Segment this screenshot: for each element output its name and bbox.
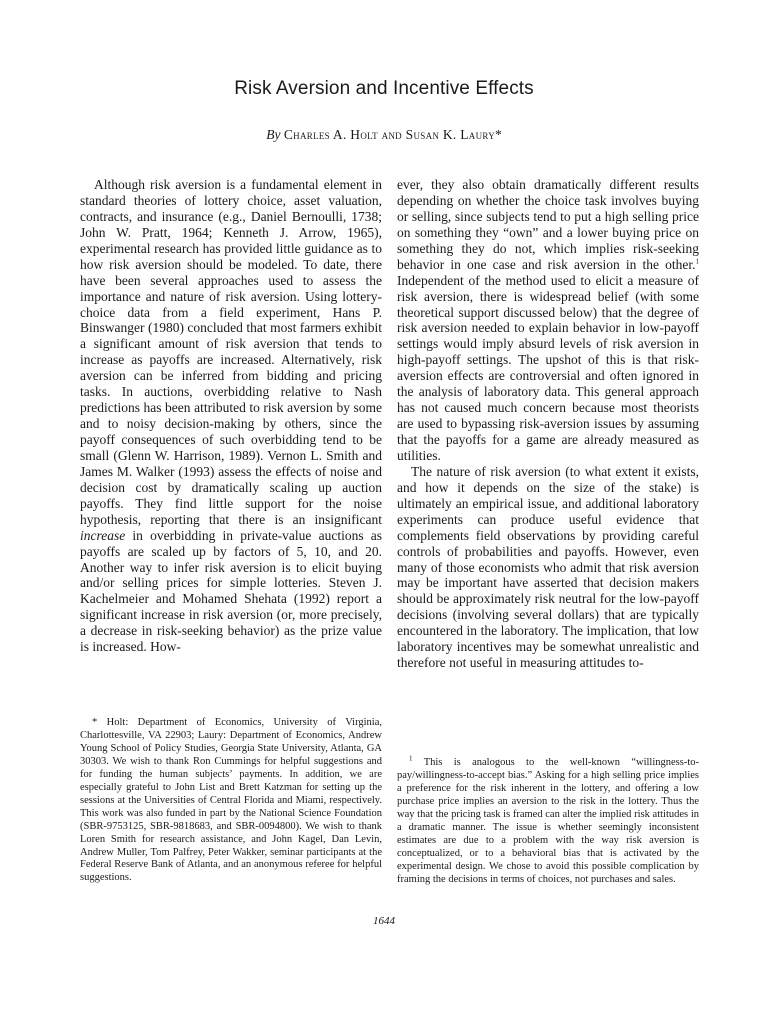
footnote-ref-1[interactable]: 1	[695, 257, 699, 266]
footnote-author-affiliation	[80, 717, 382, 885]
author-footnote-mark: *	[495, 127, 502, 142]
paper-title: Risk Aversion and Incentive Effects	[234, 78, 534, 99]
author-names: Charles A. Holt and Susan K. Laury	[283, 127, 495, 142]
footnote-1	[397, 754, 699, 887]
footnote-text: $^1$ This is analogous to the well-known “willingness-to-pay/willingness-to-accept bias.” Asking for a high selling price implies a preference for the risk inherent in the lottery, and offering a low purchase price implies an aversion to the risk in the lottery. Thus the way that the pricing task is framed can alter the implied risk attitudes in a dramatic manner. The issue is whether seemingly inconsistent estimates are due to a problem with the way risk aversion is conceptualized, or to a behavioral bias that is activated by the experimental design. We chose to avoid this possible complication by framing the decisions in terms of choices, not purchases and sales.	[397, 754, 699, 885]
body-column-right	[397, 177, 699, 671]
paragraph: Although risk aversion is a fundamental element in standard theories of lottery choice, asset valuation, contracts, and insurance (e.g., Daniel Bernoulli, 1738; John W. Pratt, 1964; Kenneth J. Arrow, 1965), experimental research has provided little guidance as to how risk aversion should be modeled. To date, there have been several approaches used to assess the importance and nature of risk aversion. Using lottery-choice data from a field experiment, Hans P. Binswanger (1980) concluded that most farmers exhibit a significant amount of risk aversion that tends to increase as payoffs are increased. Alternatively, risk aversion can be inferred from bidding and pricing tasks. In auctions, overbidding relative to Nash predictions has been attributed to risk aversion by some and to noisy decision-making by others, since the payoff consequences of such overbidding tend to be small (Glenn W. Harrison, 1989). Vernon L. Smith and James M. Walker (1993) assess the effects of noise and decision cost by dramatically scaling up auction payoffs. They find little support for the noise hypothesis, reporting that there is an insignificant increase in overbidding in private-value auctions as payoffs are scaled up by factors of 5, 10, and 20. Another way to infer risk aversion is to elicit buying and/or selling prices for simple lotteries. Steven J. Kachelmeier and Mohamed Shehata (1992) report a significant increase in risk aversion (or, more precisely, a decrease in risk-seeking behavior) as the prize value is increased. How-	[80, 177, 383, 655]
emphasis-increase: increase	[80, 527, 126, 543]
footnote-text: * Holt: Department of Economics, University of Virginia, Charlottesville, VA 22903; Laury: Department of Economics, Andrew Young School of Policy Studies, Georgia State University, Atlanta, GA 30303. We wish to thank Ron Cummings for helpful suggestions and for funding the human subjects’ payments. In addition, we are especially grateful to John List and Brett Katzman for setting up the sessions at the Universities of Central Florida and Miami, respectively. This work was also funded in part by the National Science Foundation (SBR-9753125, SBR-9818683, and SBR-0094800). We wish to thank Loren Smith for research assistance, and John Kagel, Dan Levin, Andrew Muller, Tom Palfrey, Peter Wakker, seminar participants at the Federal Reserve Bank of Atlanta, and an anonymous referee for helpful suggestions.	[80, 717, 382, 884]
paragraph: The nature of risk aversion (to what extent it exists, and how it depends on the size of the stake) is ultimately an empirical issue, and additional laboratory experiments can produce useful evidence that complements field observations by providing careful controls of probabilities and payoffs. However, even many of those economists who admit that risk aversion may be important have asserted that decision makers should be approximately risk neutral for the low-payoff decisions (involving several dollars) that are typically encountered in the laboratory. The implication, that low laboratory incentives may be somewhat unrealistic and therefore not useful in measuring attitudes to-	[397, 463, 699, 671]
page-number: 1644	[373, 915, 395, 927]
by-label: By	[266, 127, 281, 142]
footnote-mark-1: 1	[409, 754, 413, 763]
author-line	[0, 127, 768, 143]
paragraph-continued: ever, they also obtain dramatically different results depending on whether the choice task involves buying or selling, since subjects tend to put a high selling price on something they “own” and a lower buying price on something they do not, which implies risk-seeking behavior in one case and risk aversion in the other.$^1$ Independent of the method used to elicit a measure of risk aversion, there is widespread belief (with some theoretical support discussed below) that the degree of risk aversion needed to explain behavior in low-payoff settings would imply absurd levels of risk aversion in high-payoff settings. The upshot of this is that risk-aversion effects are controversial and often ignored in the analysis of laboratory data. This general approach has not caused much concern because most theorists are used to bypassing risk-aversion issues by assuming that the payoffs for a game are already measured as utilities.	[397, 177, 699, 463]
body-column-left	[80, 177, 382, 655]
